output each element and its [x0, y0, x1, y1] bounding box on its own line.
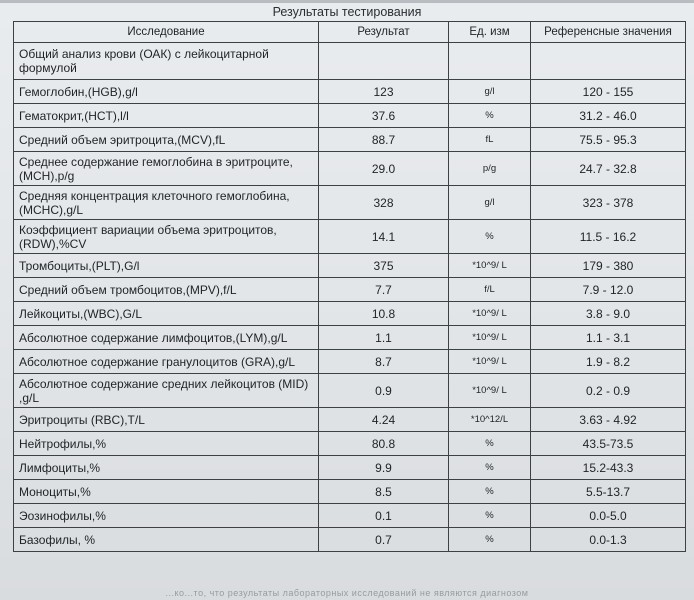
test-name: Средний объем эритроцита,(MCV),fL: [14, 128, 319, 152]
test-reference: 24.7 - 32.8: [531, 152, 686, 186]
table-row: [14, 128, 686, 152]
test-result: 0.9: [319, 374, 449, 408]
test-reference: 323 - 378: [531, 186, 686, 220]
test-result: 0.7: [319, 528, 449, 552]
test-name: Коэффициент вариации объема эритроцитов, (RDW),%CV: [14, 220, 319, 254]
test-name: Эозинофилы,%: [14, 504, 319, 528]
results-table: [13, 21, 686, 552]
test-result: 9.9: [319, 456, 449, 480]
test-name: Лимфоциты,%: [14, 456, 319, 480]
test-result: 29.0: [319, 152, 449, 186]
table-row: [14, 374, 686, 408]
header-unit: Ед. изм: [449, 22, 531, 43]
test-unit: *10^9/ L: [449, 326, 531, 350]
test-reference: 31.2 - 46.0: [531, 104, 686, 128]
table-row: [14, 504, 686, 528]
test-name: Абсолютное содержание средних лейкоцитов (MID) ,g/L: [14, 374, 319, 408]
test-reference: 75.5 - 95.3: [531, 128, 686, 152]
test-unit: %: [449, 528, 531, 552]
table-row: [14, 254, 686, 278]
table-row: [14, 350, 686, 374]
test-result: 10.8: [319, 302, 449, 326]
table-row: [14, 408, 686, 432]
test-result: 14.1: [319, 220, 449, 254]
header-reference: Референсные значения: [531, 22, 686, 43]
test-unit: f/L: [449, 278, 531, 302]
test-name: Моноциты,%: [14, 480, 319, 504]
test-reference: 3.8 - 9.0: [531, 302, 686, 326]
test-result: 375: [319, 254, 449, 278]
test-result: 80.8: [319, 432, 449, 456]
test-name: Абсолютное содержание гранулоцитов (GRA),g/L: [14, 350, 319, 374]
test-reference: 43.5-73.5: [531, 432, 686, 456]
top-rule: [0, 0, 694, 3]
table-header-row: [14, 22, 686, 43]
test-reference: 5.5-13.7: [531, 480, 686, 504]
test-result: 88.7: [319, 128, 449, 152]
test-unit: *10^9/ L: [449, 350, 531, 374]
table-row: [14, 278, 686, 302]
test-unit: p/g: [449, 152, 531, 186]
test-unit: fL: [449, 128, 531, 152]
test-unit: %: [449, 432, 531, 456]
test-unit: *10^9/ L: [449, 374, 531, 408]
test-reference: 179 - 380: [531, 254, 686, 278]
document-title: Результаты тестирования: [272, 5, 422, 19]
test-name: Абсолютное содержание лимфоцитов,(LYM),g/L: [14, 326, 319, 350]
table-row: [14, 302, 686, 326]
test-name: Среднее содержание гемоглобина в эритроците, (MCH),p/g: [14, 152, 319, 186]
test-unit: %: [449, 456, 531, 480]
test-reference: 0.0-1.3: [531, 528, 686, 552]
table-row: [14, 432, 686, 456]
test-reference: 1.9 - 8.2: [531, 350, 686, 374]
test-name: Нейтрофилы,%: [14, 432, 319, 456]
test-unit: %: [449, 480, 531, 504]
table-row: [14, 104, 686, 128]
test-unit: g/l: [449, 186, 531, 220]
header-result: Результат: [319, 22, 449, 43]
test-reference: 15.2-43.3: [531, 456, 686, 480]
test-result: 328: [319, 186, 449, 220]
table-row: [14, 186, 686, 220]
test-name: Лейкоциты,(WBC),G/L: [14, 302, 319, 326]
test-unit: %: [449, 220, 531, 254]
test-unit: g/l: [449, 80, 531, 104]
section-title: Общий анализ крови (ОАК) с лейкоцитарной формулой: [14, 43, 319, 80]
test-unit: %: [449, 504, 531, 528]
test-name: Гемоглобин,(HGB),g/l: [14, 80, 319, 104]
table-row: [14, 528, 686, 552]
test-name: Тромбоциты,(PLT),G/l: [14, 254, 319, 278]
test-reference: 120 - 155: [531, 80, 686, 104]
test-result: 1.1: [319, 326, 449, 350]
table-row: [14, 456, 686, 480]
table-row: [14, 80, 686, 104]
test-unit: %: [449, 104, 531, 128]
section-row: [14, 43, 686, 80]
test-unit: *10^12/L: [449, 408, 531, 432]
test-unit: *10^9/ L: [449, 254, 531, 278]
table-row: [14, 480, 686, 504]
table-row: [14, 326, 686, 350]
test-reference: 11.5 - 16.2: [531, 220, 686, 254]
test-reference: 7.9 - 12.0: [531, 278, 686, 302]
test-result: 4.24: [319, 408, 449, 432]
test-reference: 0.0-5.0: [531, 504, 686, 528]
test-name: Базофилы, %: [14, 528, 319, 552]
table-row: [14, 152, 686, 186]
test-result: 8.7: [319, 350, 449, 374]
test-reference: 1.1 - 3.1: [531, 326, 686, 350]
test-result: 123: [319, 80, 449, 104]
test-name: Средняя концентрация клеточного гемоглобина, (MCHC),g/L: [14, 186, 319, 220]
test-result: 0.1: [319, 504, 449, 528]
test-reference: 3.63 - 4.92: [531, 408, 686, 432]
table-row: [14, 220, 686, 254]
test-name: Гематокрит,(HCT),l/l: [14, 104, 319, 128]
test-result: 7.7: [319, 278, 449, 302]
test-reference: 0.2 - 0.9: [531, 374, 686, 408]
test-unit: *10^9/ L: [449, 302, 531, 326]
test-name: Средний объем тромбоцитов,(MPV),f/L: [14, 278, 319, 302]
test-result: 8.5: [319, 480, 449, 504]
test-name: Эритроциты (RBC),T/L: [14, 408, 319, 432]
header-test: Исследование: [14, 22, 319, 43]
footer-note: ...ко...то, что результаты лабораторных исследований не являются диагнозом: [165, 588, 529, 598]
test-result: 37.6: [319, 104, 449, 128]
